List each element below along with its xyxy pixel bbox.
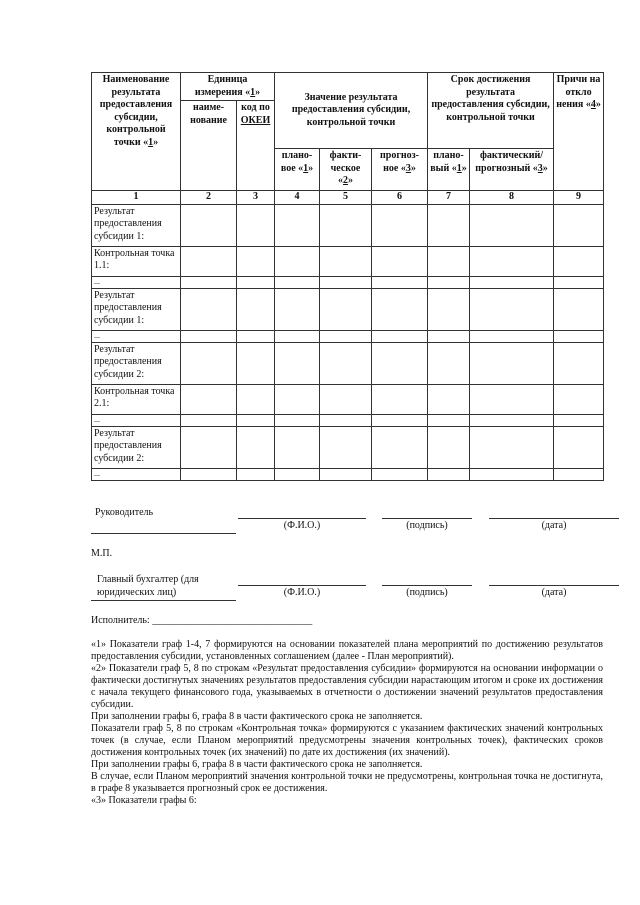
table-row: [92, 276, 604, 288]
column-number: 8: [470, 191, 554, 205]
table-cell[interactable]: [181, 204, 237, 246]
table-cell[interactable]: [554, 288, 604, 330]
table-cell[interactable]: [470, 384, 554, 414]
accountant-sign-caption: (подпись): [406, 587, 448, 598]
table-cell[interactable]: [181, 426, 237, 468]
table-cell[interactable]: [372, 342, 428, 384]
table-cell[interactable]: [554, 204, 604, 246]
table-cell[interactable]: [237, 414, 275, 426]
table-row: [92, 204, 604, 246]
table-cell[interactable]: [181, 342, 237, 384]
table-cell[interactable]: [470, 414, 554, 426]
table-cell[interactable]: [237, 276, 275, 288]
table-cell[interactable]: [237, 426, 275, 468]
table-cell[interactable]: [428, 276, 470, 288]
table-cell[interactable]: [237, 342, 275, 384]
table-cell[interactable]: [428, 414, 470, 426]
report-table: [91, 72, 604, 481]
table-cell[interactable]: [554, 468, 604, 480]
footnotes: [91, 639, 603, 807]
table-row: [92, 414, 604, 426]
table-cell[interactable]: [372, 204, 428, 246]
table-cell[interactable]: [428, 330, 470, 342]
head-sign-line[interactable]: [382, 518, 472, 519]
table-cell[interactable]: [275, 414, 320, 426]
table-cell[interactable]: [181, 246, 237, 276]
table-cell[interactable]: [275, 426, 320, 468]
table-row: [92, 384, 604, 414]
table-cell[interactable]: [181, 384, 237, 414]
accountant-date-line[interactable]: [489, 585, 619, 586]
accountant-fio-caption: (Ф.И.О.): [283, 587, 321, 598]
table-cell[interactable]: [428, 288, 470, 330]
table-cell[interactable]: [470, 330, 554, 342]
table-cell[interactable]: [320, 204, 372, 246]
table-cell[interactable]: [470, 426, 554, 468]
table-cell[interactable]: [428, 246, 470, 276]
table-cell[interactable]: [237, 246, 275, 276]
table-cell[interactable]: [275, 330, 320, 342]
accountant-label-2: юридических лиц): [97, 587, 177, 598]
table-cell[interactable]: [428, 426, 470, 468]
table-cell[interactable]: [554, 414, 604, 426]
table-cell[interactable]: [372, 426, 428, 468]
column-number: 1: [92, 191, 181, 205]
table-cell[interactable]: [181, 468, 237, 480]
table-cell[interactable]: [237, 204, 275, 246]
table-cell[interactable]: [428, 342, 470, 384]
header-unit: Единица измерения «1»: [181, 73, 275, 101]
accountant-fio-line[interactable]: [238, 585, 366, 586]
footnote-5: При заполнении графы 6, графа 8 в части фактического срока не заполняется.: [91, 759, 423, 770]
table-cell[interactable]: [372, 246, 428, 276]
table-cell[interactable]: [320, 276, 372, 288]
column-number: 6: [372, 191, 428, 205]
table-cell[interactable]: [554, 330, 604, 342]
table-cell[interactable]: [320, 468, 372, 480]
head-fio-caption: (Ф.И.О.): [283, 520, 321, 531]
row-label: ...: [92, 414, 181, 426]
table-cell[interactable]: [320, 384, 372, 414]
row-label: Результат предоставления субсидии 2:: [92, 426, 181, 468]
table-cell[interactable]: [275, 246, 320, 276]
row-label: Результат предоставления субсидии 2:: [92, 342, 181, 384]
header-reason: Причи на откло нения «4»: [554, 73, 604, 191]
table-cell[interactable]: [470, 342, 554, 384]
accountant-position-line: [91, 600, 236, 601]
table-cell[interactable]: [554, 342, 604, 384]
table-cell[interactable]: [275, 468, 320, 480]
header-result-name: Наименование результата предоставления субсидии, контрольной точки «1»: [92, 73, 181, 191]
table-cell[interactable]: [237, 384, 275, 414]
table-cell[interactable]: [275, 276, 320, 288]
table-cell[interactable]: [372, 468, 428, 480]
row-label: Контрольная точка 2.1:: [92, 384, 181, 414]
header-unit-name: наиме-нование: [181, 101, 237, 191]
table-cell[interactable]: [470, 246, 554, 276]
table-cell[interactable]: [320, 288, 372, 330]
head-label: Руководитель: [95, 507, 154, 518]
table-cell[interactable]: [428, 204, 470, 246]
row-label: Контрольная точка 1.1:: [92, 246, 181, 276]
accountant-sign-line[interactable]: [382, 585, 472, 586]
header-value: Значение результата предоставления субсидии, контрольной точки: [275, 73, 428, 149]
column-number: 3: [237, 191, 275, 205]
head-date-line[interactable]: [489, 518, 619, 519]
header-forecast-value: прогноз-ное «3»: [372, 149, 428, 191]
table-body: [92, 204, 604, 480]
row-label: ...: [92, 468, 181, 480]
footnote-7: «3» Показатели графы 6:: [91, 795, 197, 806]
head-date-caption: (дата): [541, 520, 567, 531]
row-label: ...: [92, 330, 181, 342]
column-numbers-row: [92, 191, 604, 205]
column-number: 7: [428, 191, 470, 205]
table-row: [92, 426, 604, 468]
table-cell[interactable]: [470, 204, 554, 246]
table-cell[interactable]: [554, 426, 604, 468]
head-position-line: [91, 533, 236, 534]
accountant-label-1: Главный бухгалтер (для: [97, 574, 199, 585]
accountant-date-caption: (дата): [541, 587, 567, 598]
table-row: [92, 468, 604, 480]
header-unit-code: код по ОКЕИ: [237, 101, 275, 191]
column-number: 2: [181, 191, 237, 205]
footnote-6: В случае, если Планом мероприятий значения контрольной точки не предусмотрены, контрольная точка не достигнута, в графе 8 указывается прогнозный срок ее достижения.: [91, 771, 603, 794]
table-cell[interactable]: [275, 342, 320, 384]
table-cell[interactable]: [320, 426, 372, 468]
header-fact-value: факти-ческое «2»: [320, 149, 372, 191]
table-cell[interactable]: [320, 330, 372, 342]
table-cell[interactable]: [320, 246, 372, 276]
header-plan-term: плано-вый «1»: [428, 149, 470, 191]
table-cell[interactable]: [372, 384, 428, 414]
row-label: ...: [92, 276, 181, 288]
table-cell[interactable]: [554, 384, 604, 414]
head-sign-caption: (подпись): [406, 520, 448, 531]
table-cell[interactable]: [181, 276, 237, 288]
table-row: [92, 246, 604, 276]
table-cell[interactable]: [372, 414, 428, 426]
table-cell[interactable]: [320, 414, 372, 426]
table-row: [92, 288, 604, 330]
table-cell[interactable]: [181, 330, 237, 342]
header-plan-value: плано-вое «1»: [275, 149, 320, 191]
table-cell[interactable]: [237, 330, 275, 342]
table-cell[interactable]: [428, 468, 470, 480]
table-row: [92, 330, 604, 342]
row-label: Результат предоставления субсидии 1:: [92, 204, 181, 246]
header-fact-term: фактический/ прогнозный «3»: [470, 149, 554, 191]
table-cell[interactable]: [372, 288, 428, 330]
head-fio-line[interactable]: [238, 518, 366, 519]
table-cell[interactable]: [237, 288, 275, 330]
table-cell[interactable]: [470, 276, 554, 288]
header-term: Срок достижения результата предоставления субсидии, контрольной точки: [428, 73, 554, 149]
table-cell[interactable]: [181, 414, 237, 426]
footnote-2: «2» Показатели граф 5, 8 по строкам «Результат предоставления субсидии» формируются на основании информации о фактически достигнутых значениях результатов предоставления субсидии нарастающим итогом и сроке их достижения с начала текущего финансового года, указываемых в отчетности о достижении значений результатов предоставления субсидии.: [91, 663, 603, 710]
table-cell[interactable]: [470, 288, 554, 330]
table-cell[interactable]: [372, 276, 428, 288]
stamp-label: М.П.: [91, 548, 113, 559]
table-cell[interactable]: [320, 342, 372, 384]
table-cell[interactable]: [237, 468, 275, 480]
table-cell[interactable]: [275, 384, 320, 414]
column-number: 4: [275, 191, 320, 205]
executor-label: Исполнитель: ________________________________: [91, 615, 313, 626]
table-cell[interactable]: [554, 246, 604, 276]
column-number: 5: [320, 191, 372, 205]
table-cell[interactable]: [181, 288, 237, 330]
table-cell[interactable]: [275, 204, 320, 246]
footnote-3: При заполнении графы 6, графа 8 в части фактического срока не заполняется.: [91, 711, 423, 722]
table-cell[interactable]: [275, 288, 320, 330]
table-cell[interactable]: [428, 384, 470, 414]
footnote-4: Показатели граф 5, 8 по строкам «Контрольная точка» формируются с указанием фактических значений контрольных точек (в случае, если Планом мероприятий предусмотрены значения контрольных точек), фактических сроков достижения контрольных точек (их значений) по дате их достижения (их значений).: [91, 723, 603, 758]
footnote-1: «1» Показатели граф 1-4, 7 формируются на основании показателей плана мероприятий по достижению результатов предоставления субсидии, установленных соглашением (далее - План мероприятий).: [91, 639, 603, 662]
table-cell[interactable]: [372, 330, 428, 342]
table-row: [92, 342, 604, 384]
row-label: Результат предоставления субсидии 1:: [92, 288, 181, 330]
table-cell[interactable]: [470, 468, 554, 480]
column-number: 9: [554, 191, 604, 205]
table-cell[interactable]: [554, 276, 604, 288]
